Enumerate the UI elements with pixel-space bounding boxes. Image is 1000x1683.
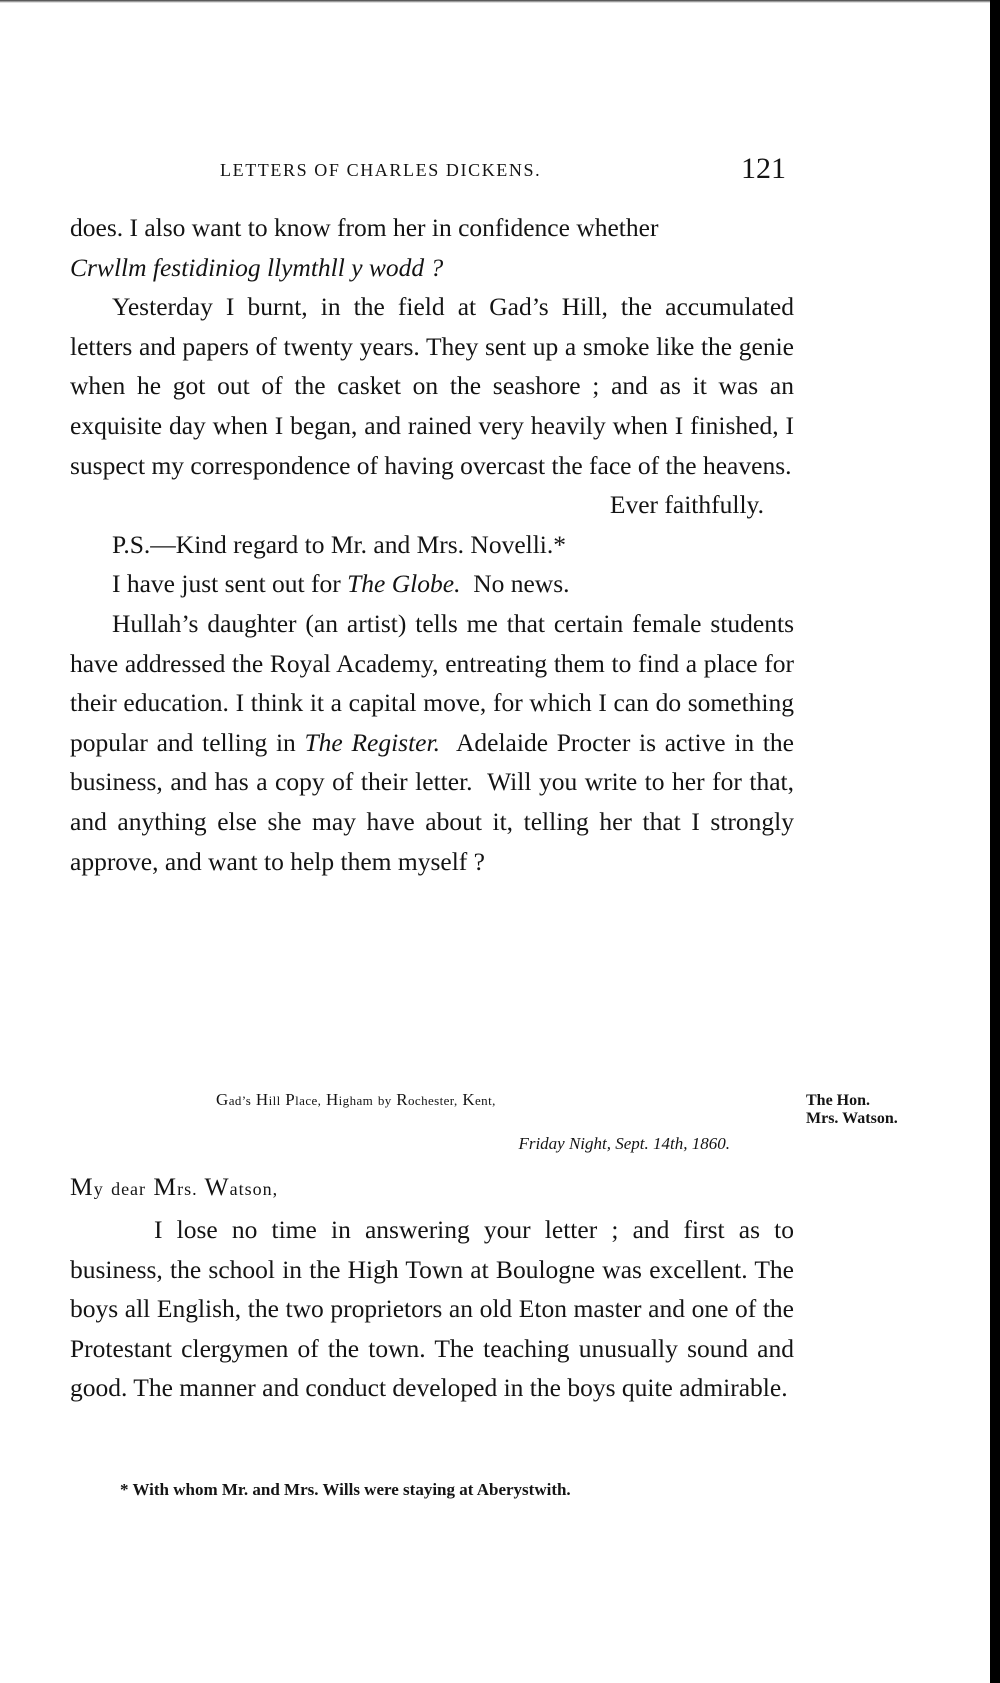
address-word: ent, [475, 1093, 496, 1108]
page-top-edge [0, 0, 1000, 3]
hullah-text-end: Adelaide Procter is active in the business, and has a copy of their letter. Will you write to her for that, and anything else she may have about it, telling her that I strongly approve, and want to help them myself ? [70, 727, 801, 876]
hullah-paragraph [70, 604, 801, 881]
globe-line-end: No news. [460, 569, 570, 599]
address-word: ill [268, 1093, 281, 1108]
hullah-text-start: Hullah’s daughter (an artist) tells me that certain female students have addressed the Royal Academy, entreating them to find a place for their education. I think it a capital move, for which I can do something popular and telling in [70, 608, 794, 757]
footnote: * With whom Mr. and Mrs. Wills were staying at Aberystwith. [120, 1480, 571, 1499]
signoff: Ever faithfully. [609, 490, 764, 520]
address-word: lace, [295, 1093, 322, 1108]
address-initial: R [396, 1090, 409, 1109]
globe-line [70, 564, 794, 604]
welsh-phrase-text: Crwllm festidiniog llymthll y wodd ? [70, 252, 444, 282]
school-paragraph: I lose no time in answering your letter ; and first as to business, the school in the High Town at Boulogne was excellent. The boys all English, the two proprietors an old Eton master and one of the Protestant clergymen of the town. The teaching unusually sound and good. The manner and conduct developed in the boys quite admirable. [70, 1215, 794, 1403]
salutation-initial: W [204, 1172, 230, 1201]
opening-line-text: does. I also want to know from her in confidence whether [70, 213, 659, 242]
salutation-word: atson, [229, 1179, 279, 1199]
postscript: P.S.—Kind regard to Mr. and Mrs. Novelli.* [112, 529, 567, 559]
running-head [212, 152, 786, 192]
address-word: ochester, [408, 1093, 458, 1108]
globe-title: The Globe. [347, 569, 461, 599]
salutation [70, 1172, 278, 1202]
letter-two-body [70, 1210, 794, 1408]
page-binding-edge [990, 0, 1000, 1683]
letter-one-body [70, 208, 801, 881]
opening-line [70, 208, 794, 248]
register-title: The Register. [304, 727, 440, 757]
salutation-initial: M [70, 1172, 94, 1201]
address-initial: H [325, 1090, 339, 1109]
globe-line-text: I have just sent out for [112, 569, 348, 599]
address-word: igham [338, 1093, 374, 1108]
address-word: by [377, 1093, 392, 1108]
running-title: LETTERS OF CHARLES DICKENS. [220, 160, 542, 180]
sender-address [216, 1090, 496, 1110]
page-number: 121 [741, 152, 786, 185]
bonfire-paragraph: Yesterday I burnt, in the field at Gad’s Hill, the accumulated letters and papers of twenty years. They sent up a smoke like the genie when he got out of the casket on the seashore ; and as it was an exquisite day when I began, and rained very heavily when I finished, I suspect my correspondence of having overcast the face of the heavens. [70, 292, 794, 480]
address-word: ad’s [228, 1093, 252, 1108]
salutation-initial: M [153, 1172, 178, 1201]
address-initial: P [285, 1090, 296, 1109]
recipient-note: The Hon. Mrs. Watson. [806, 1092, 898, 1127]
salutation-word: y [93, 1179, 104, 1199]
letter-date: Friday Night, Sept. 14th, 1860. [518, 1134, 730, 1153]
salutation-word: dear [111, 1179, 147, 1199]
salutation-word: rs. [177, 1179, 198, 1199]
letter-heading [180, 1090, 780, 1153]
address-initial: K [462, 1090, 476, 1109]
address-initial: G [216, 1090, 229, 1109]
welsh-phrase [70, 248, 794, 288]
address-initial: H [255, 1090, 269, 1109]
